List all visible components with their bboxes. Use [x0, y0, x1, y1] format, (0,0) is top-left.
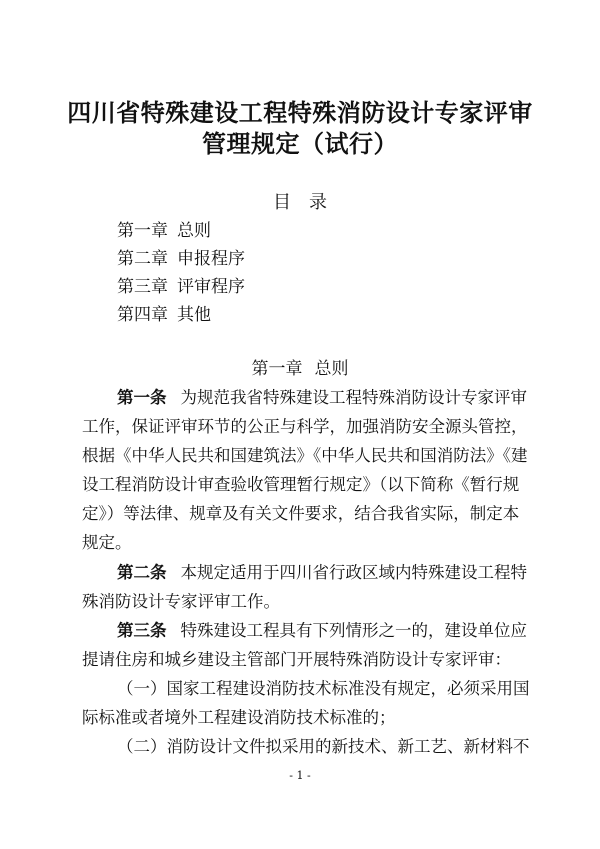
toc-heading-part1: 目: [273, 192, 291, 213]
toc-heading: [0, 188, 600, 214]
toc-heading-part2: 录: [309, 192, 327, 213]
toc-item-label: 总则: [177, 221, 211, 241]
chapter-heading: [0, 354, 600, 379]
article-1-line: 定》）等法律、规章及有关文件要求，结合我省实际，制定本: [82, 504, 520, 523]
toc-item-number: 第二章: [117, 249, 168, 269]
article-3-line: 提请住房和城乡建设主管部门开展特殊消防设计专家评审：: [82, 650, 511, 669]
toc-item: [117, 244, 245, 269]
chapter-number: 第一章: [251, 359, 303, 379]
article-2-line: 第二条 本规定适用于四川省行政区域内特殊建设工程特: [117, 563, 527, 582]
toc-item: [117, 300, 211, 325]
toc-item-label: 评审程序: [177, 277, 245, 297]
toc-item: [117, 272, 245, 297]
article-1-line: 规定。: [82, 533, 132, 552]
article-1-label: 第一条: [117, 388, 167, 407]
document-title-line2: 管理规定（试行）: [202, 129, 398, 158]
chapter-title: 总则: [314, 359, 349, 379]
toc-item-number: 第四章: [117, 305, 168, 325]
toc-item-number: 第三章: [117, 277, 168, 297]
article-1-line: 根据《中华人民共和国建筑法》《中华人民共和国消防法》《建: [82, 446, 528, 465]
article-3-item-line: （二）消防设计文件拟采用的新技术、新工艺、新材料不: [117, 737, 530, 756]
article-1-line: 第一条 为规范我省特殊建设工程特殊消防设计专家评审: [117, 388, 527, 407]
article-3-item-line: （一）国家工程建设消防技术标准没有规定，必须采用国: [117, 679, 530, 698]
toc-item-number: 第一章: [117, 221, 168, 241]
toc-item-label: 申报程序: [177, 249, 245, 269]
article-3-label: 第三条: [117, 621, 167, 640]
page-number: - 1 -: [289, 769, 311, 782]
article-1-line: 工作，保证评审环节的公正与科学，加强消防安全源头管控，: [82, 417, 528, 436]
toc-item: [117, 216, 211, 241]
article-2-line: 殊消防设计专家评审工作。: [82, 592, 280, 611]
article-1-line: 设工程消防设计审查验收管理暂行规定》（以下简称《暂行规: [82, 475, 520, 494]
document-title-line1: 四川省特殊建设工程特殊消防设计专家评审: [67, 98, 533, 127]
article-2-label: 第二条: [117, 563, 167, 582]
article-3-line: 第三条 特殊建设工程具有下列情形之一的，建设单位应: [117, 621, 527, 640]
toc-item-label: 其他: [177, 305, 211, 325]
article-3-item-line: 际标准或者境外工程建设消防技术标准的；: [82, 708, 396, 727]
